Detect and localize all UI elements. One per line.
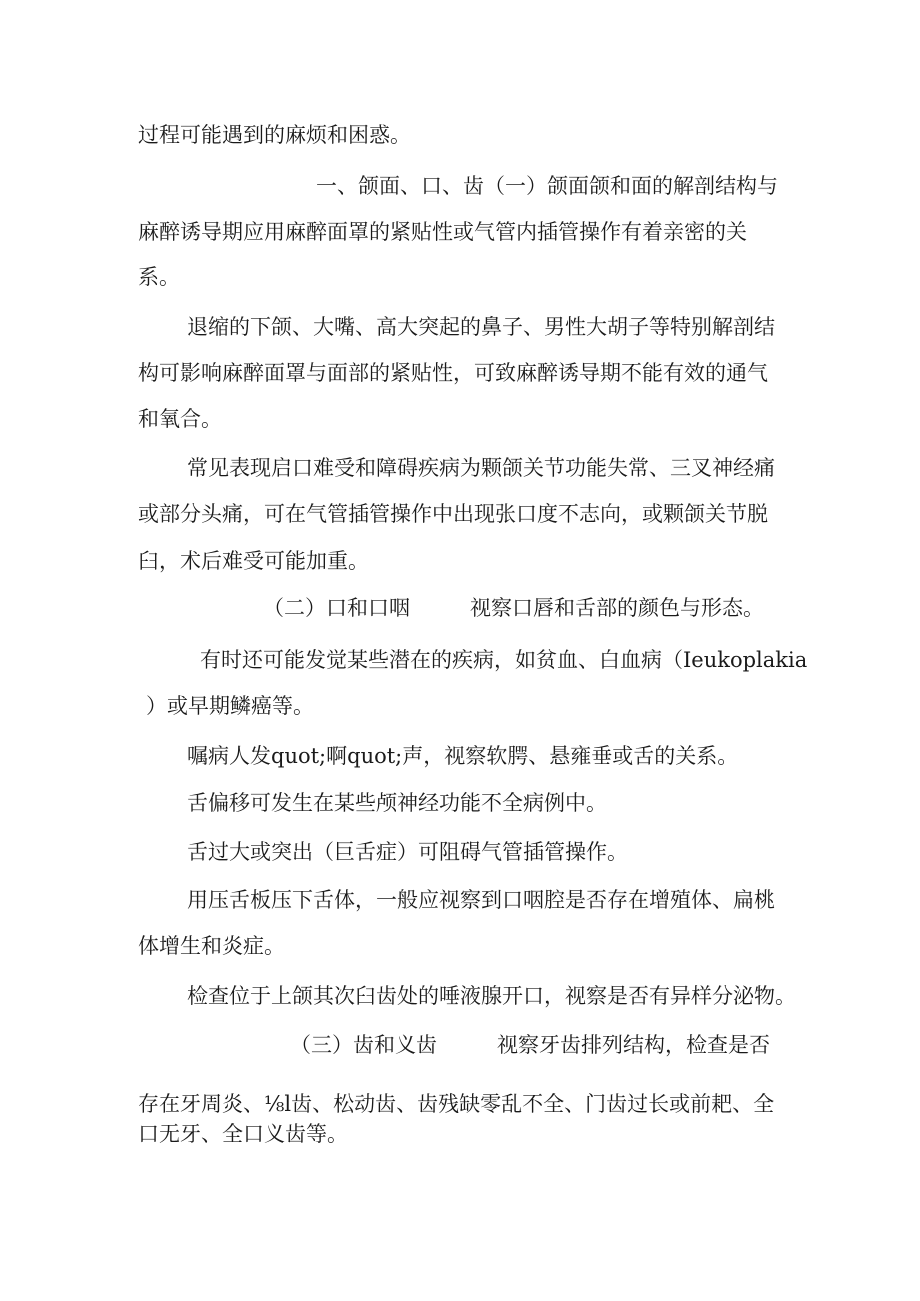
text-line: 有时还可能发觉某些潜在的疾病，如贫血、白血病（Ieukoplakia [200,648,808,672]
text-line: 口无牙、全口义齿等。 [138,1122,348,1146]
text-line: ）或早期鳞癌等。 [146,694,314,718]
text-line: 麻醉诱导期应用麻醉面罩的紧贴性或气管内插管操作有着亲密的关 [138,220,747,244]
section-title: （三）齿和义齿 [290,1033,437,1057]
text-line: 常见表现启口难受和障碍疾病为颗颌关节功能失常、三叉神经痛 [187,456,775,480]
text-line: 嘱病人发quot;啊quot;声，视察软腭、悬雍垂或舌的关系。 [187,744,739,768]
section-text: 视察牙齿排列结构，检查是否 [497,1033,770,1057]
text-line: 臼，术后难受可能加重。 [138,549,369,573]
section-heading: 一、颌面、口、齿（一）颌面颌和面的解剖结构与 [316,174,778,198]
text-line: 和氧合。 [138,407,222,431]
text-line: 存在牙周炎、⅛l齿、松动齿、齿残缺零乱不全、门齿过长或前耙、全 [138,1092,775,1116]
text-line: 用压舌板压下舌体，一般应视察到口咽腔是否存在增殖体、扁桃 [187,888,775,912]
text-line: 舌过大或突出（巨舌症）可阻碍气管插管操作。 [187,840,628,864]
text-line: 过程可能遇到的麻烦和困惑。 [138,123,411,147]
text-line: 舌偏移可发生在某些颅神经功能不全病例中。 [187,791,607,815]
text-line: 构可影响麻醉面罩与面部的紧贴性，可致麻醉诱导期不能有效的通气 [138,361,768,385]
section-heading [290,1030,770,1060]
text-line: 退缩的下颌、大嘴、高大突起的鼻子、男性大胡子等特别解剖结 [187,315,775,339]
text-line: 或部分头痛，可在气管插管操作中出现张口度不志向，或颗颌关节脱 [138,502,768,526]
text-line: 系。 [138,265,180,289]
section-text: 视察口唇和舌部的颜色与形态。 [470,596,764,620]
text-line: 检查位于上颌其次臼齿处的唾液腺开口，视察是否有异样分泌物。 [187,984,796,1008]
text-line: 体增生和炎症。 [138,934,285,958]
section-title: （二）口和口咽 [263,596,410,620]
section-heading [263,593,764,623]
